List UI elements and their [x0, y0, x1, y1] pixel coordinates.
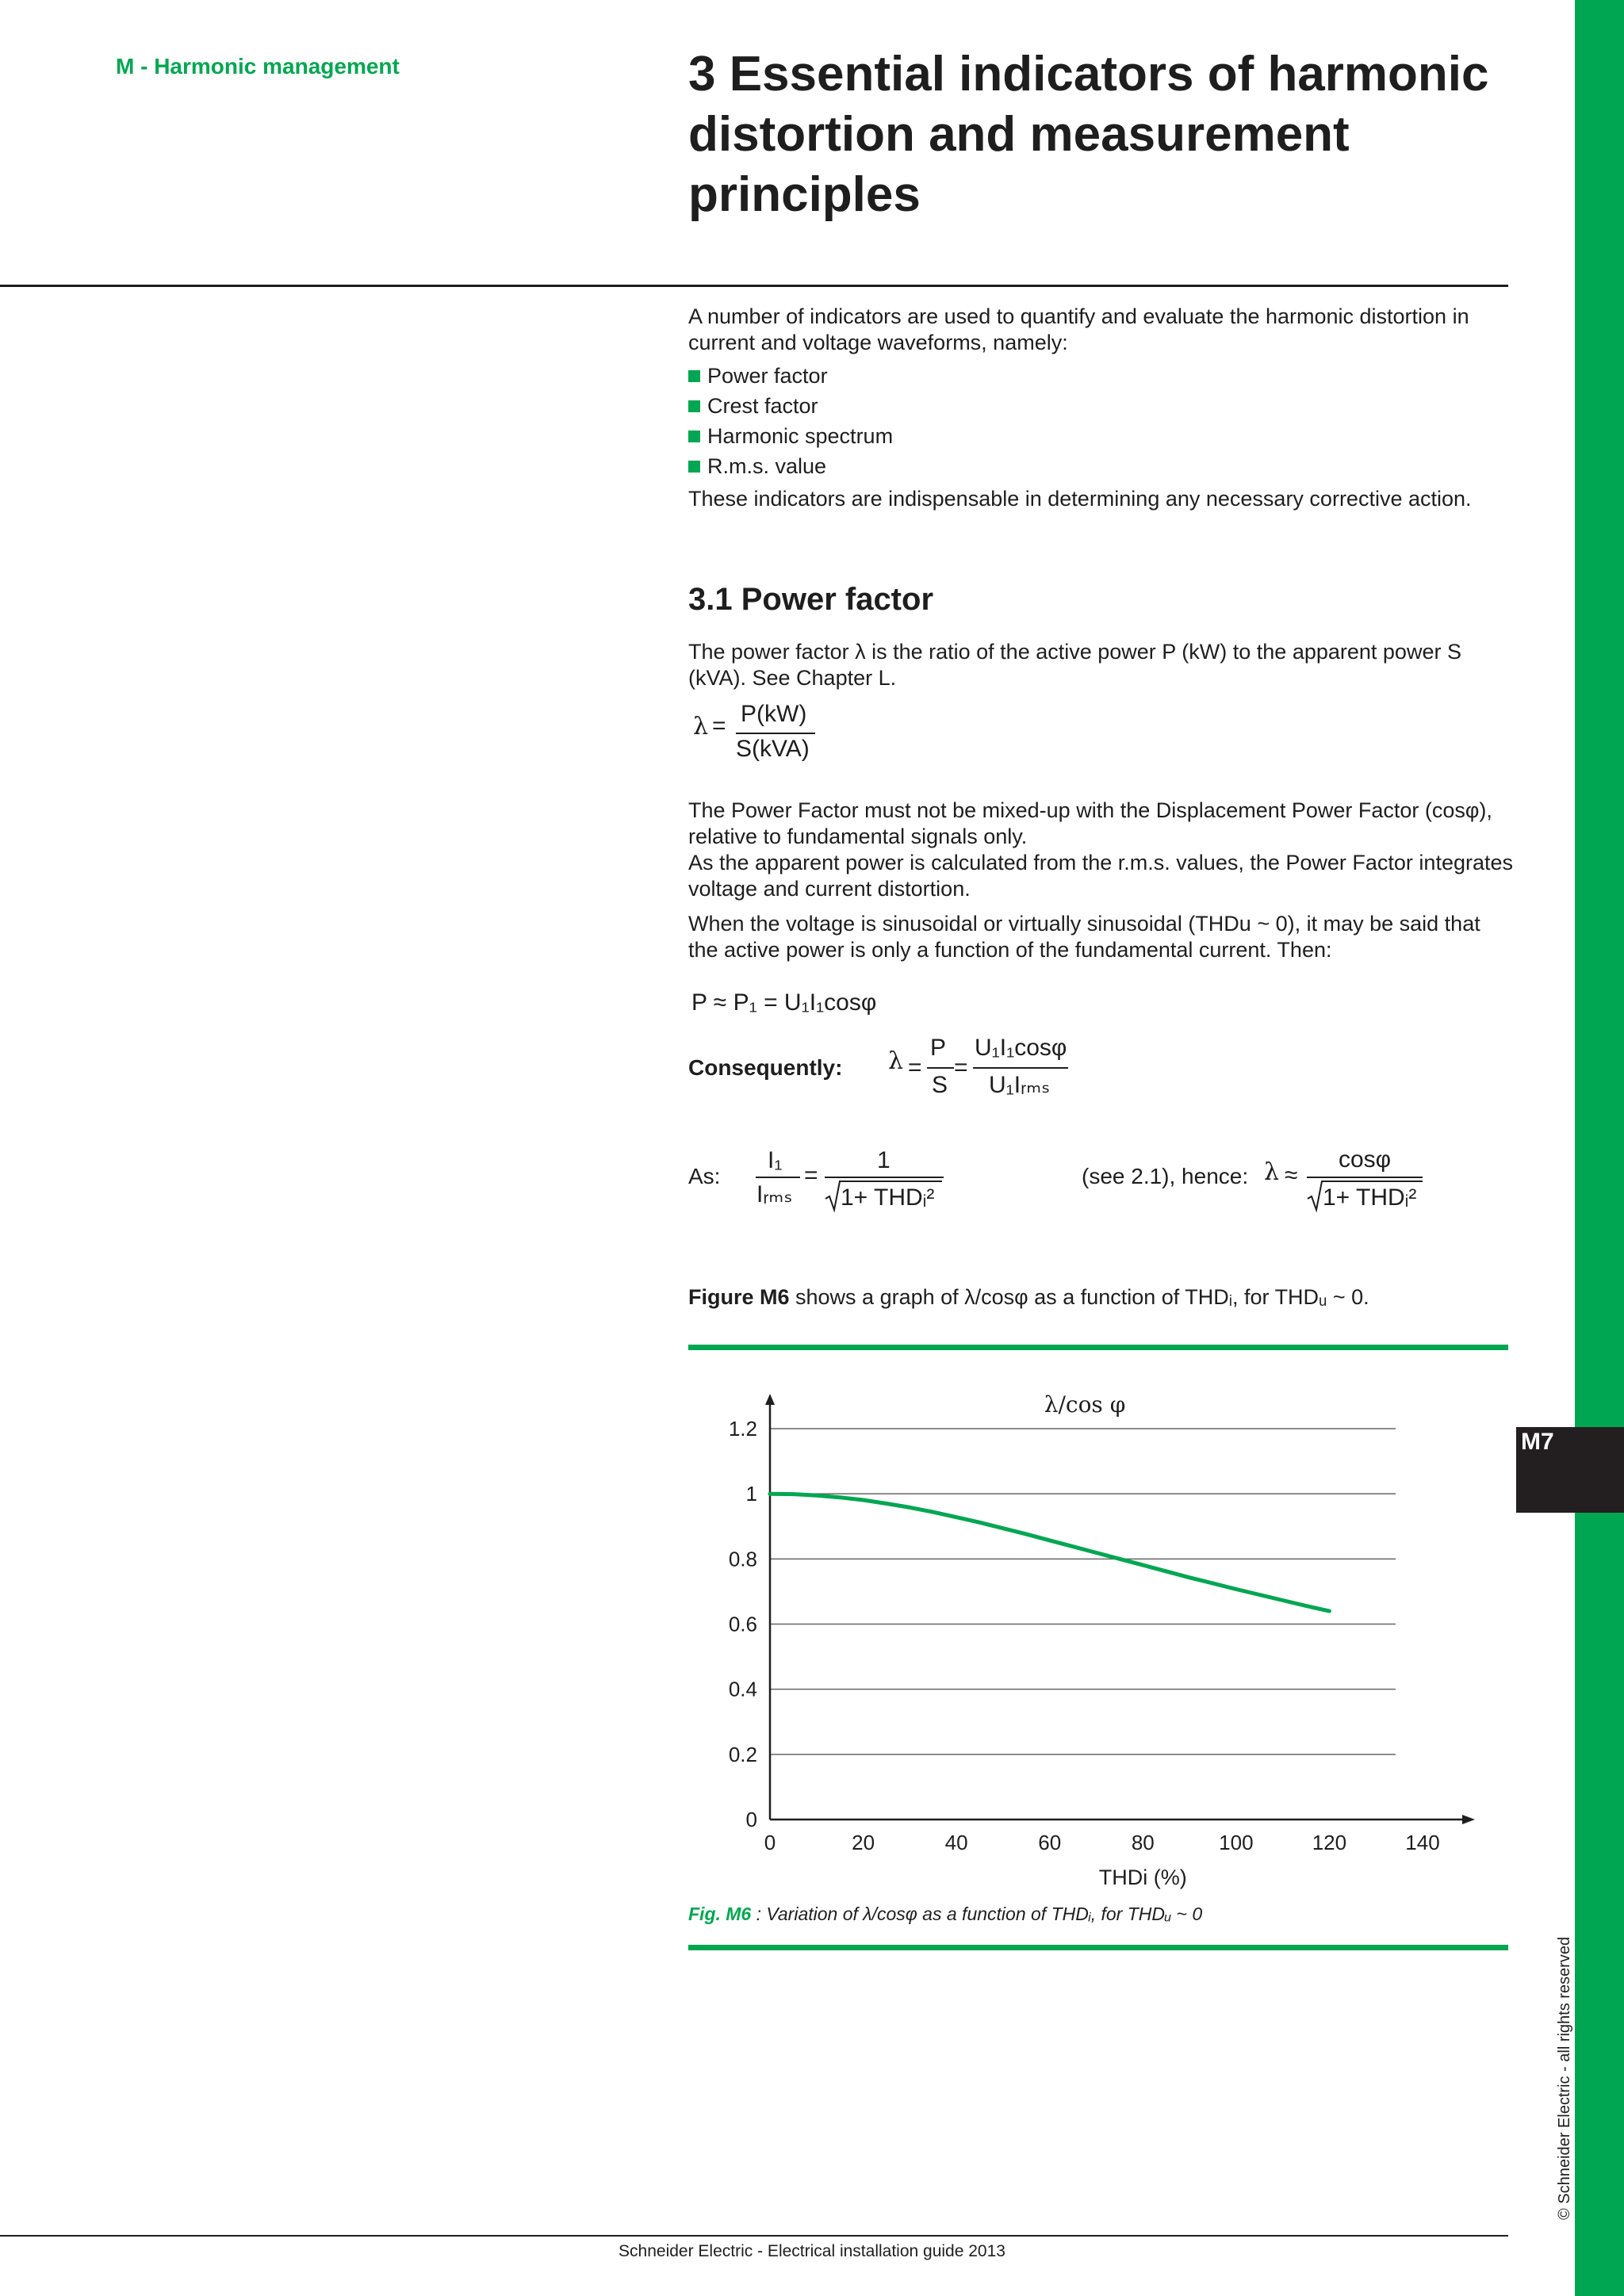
- y-tick-label: 0.4: [728, 1677, 757, 1701]
- page-title: 3 Essential indicators of harmonic distortion and measurement principles: [688, 47, 1489, 222]
- list-item: Power factor: [688, 361, 893, 391]
- radical-bar: [839, 1181, 942, 1182]
- fraction-numerator: 1: [877, 1147, 891, 1173]
- chart-title: λ/cos φ: [1044, 1391, 1126, 1418]
- fraction-numerator: P: [930, 1035, 947, 1061]
- fraction-bar: [736, 733, 815, 734]
- fraction-numerator: U₁I₁cosφ: [975, 1035, 1067, 1061]
- sqrt-content: 1+ THDᵢ²: [841, 1184, 935, 1211]
- active-power-formula: P ≈ P₁ = U₁I₁cosφ: [691, 989, 877, 1016]
- equals-sign: =: [954, 1054, 968, 1081]
- section-heading: 3.1 Power factor: [688, 582, 934, 617]
- figure-ref-text: shows a graph of λ/cosφ as a function of THDᵢ, for THDᵤ ~ 0.: [789, 1285, 1369, 1309]
- fraction-denominator: U₁Iᵣₘₛ: [989, 1072, 1051, 1098]
- formula-denominator: S(kVA): [736, 736, 810, 762]
- figure-caption: [688, 1904, 1202, 1925]
- thd-chart: [688, 1364, 1513, 1895]
- fraction-bar: [756, 1177, 800, 1178]
- x-tick-label: 0: [764, 1831, 776, 1854]
- x-tick-label: 120: [1312, 1831, 1347, 1854]
- see-label: (see 2.1), hence:: [1082, 1164, 1249, 1188]
- sinusoidal-note: When the voltage is sinusoidal or virtually sinusoidal (THDu ~ 0), it may be said that the active power is only a function of the fundamental current. Then:: [688, 912, 1480, 962]
- header-divider: [0, 285, 1508, 287]
- list-item: Harmonic spectrum: [688, 421, 893, 451]
- y-tick-label: 1.2: [728, 1417, 757, 1441]
- pf-note: The Power Factor must not be mixed-up with the Displacement Power Factor (cosφ), relative to fundamental signals only.: [688, 798, 1492, 848]
- figure-number: Fig. M6: [688, 1904, 752, 1924]
- y-tick-label: 0.6: [728, 1612, 757, 1636]
- figure-top-rule: [688, 1345, 1508, 1350]
- fraction-bar: [1307, 1177, 1423, 1178]
- figure-caption-text: : Variation of λ/cosφ as a function of THDᵢ, for THDᵤ ~ 0: [751, 1904, 1203, 1924]
- x-axis-arrow: [1462, 1815, 1475, 1824]
- formula-numerator: P(kW): [741, 701, 807, 727]
- sqrt-content: 1+ THDᵢ²: [1323, 1184, 1417, 1211]
- intro-paragraph: A number of indicators are used to quantify and evaluate the harmonic distortion in current and voltage waveforms, namely:: [688, 304, 1469, 354]
- fraction-bar: [927, 1067, 954, 1069]
- section-label: M - Harmonic management: [116, 54, 400, 78]
- lambda-symbol: λ: [693, 713, 709, 740]
- x-tick-label: 80: [1131, 1831, 1155, 1854]
- pf-definition: The power factor λ is the ratio of the active power P (kW) to the apparent power S (kVA). See Chapter L.: [688, 640, 1461, 690]
- x-tick-label: 100: [1219, 1831, 1254, 1854]
- x-tick-label: 20: [852, 1831, 875, 1854]
- x-tick-label: 140: [1405, 1831, 1440, 1854]
- list-item: Crest factor: [688, 391, 893, 421]
- y-tick-label: 0: [745, 1808, 757, 1831]
- list-item: R.m.s. value: [688, 451, 893, 481]
- fraction-denominator: S: [932, 1072, 948, 1098]
- x-axis-label: THDi (%): [1098, 1866, 1187, 1889]
- y-axis-arrow: [765, 1394, 775, 1405]
- x-tick-label: 40: [944, 1831, 968, 1854]
- fraction-bar: [825, 1177, 944, 1178]
- y-tick-label: 1: [745, 1482, 757, 1506]
- footer-divider: [0, 2235, 1508, 2237]
- y-tick-label: 0.8: [728, 1547, 757, 1571]
- consequently-label: Consequently:: [688, 1055, 843, 1080]
- figure-ref-bold: Figure M6: [688, 1285, 790, 1309]
- figure-bottom-rule: [688, 1945, 1508, 1950]
- lambda-symbol: λ: [888, 1047, 904, 1075]
- page-tab-label: M7: [1521, 1429, 1554, 1455]
- footer-text: Schneider Electric - Electrical installation guide 2013: [619, 2242, 1005, 2260]
- series-line: [770, 1494, 1329, 1611]
- x-tick-label: 60: [1038, 1831, 1062, 1854]
- equals-sign: =: [712, 713, 726, 739]
- equals-sign: =: [908, 1054, 922, 1081]
- fraction-denominator: Iᵣₘₛ: [756, 1181, 793, 1207]
- lambda-symbol: λ: [1264, 1158, 1280, 1186]
- pf-distortion-note: As the apparent power is calculated from the r.m.s. values, the Power Factor integrates voltage and current distortion.: [688, 851, 1514, 901]
- side-color-bar: [1575, 0, 1624, 2296]
- approx-sign: ≈: [1285, 1162, 1298, 1188]
- sqrt-icon: [1307, 1180, 1323, 1213]
- fraction-numerator: I₁: [768, 1147, 783, 1173]
- y-tick-label: 0.2: [728, 1742, 757, 1766]
- as-label: As:: [688, 1164, 721, 1188]
- fraction-numerator: cosφ: [1339, 1146, 1392, 1173]
- fraction-bar: [973, 1067, 1068, 1069]
- page-tab: [1516, 1427, 1624, 1513]
- equals-sign: =: [804, 1162, 818, 1188]
- figure-reference: [688, 1284, 1513, 1311]
- indicator-list: [688, 361, 893, 481]
- copyright-notice: © Schneider Electric - all rights reserved: [1556, 1936, 1573, 2220]
- radical-bar: [1321, 1181, 1423, 1182]
- intro-closing: These indicators are indispensable in determining any necessary corrective action.: [688, 487, 1472, 511]
- sqrt-icon: [825, 1180, 841, 1213]
